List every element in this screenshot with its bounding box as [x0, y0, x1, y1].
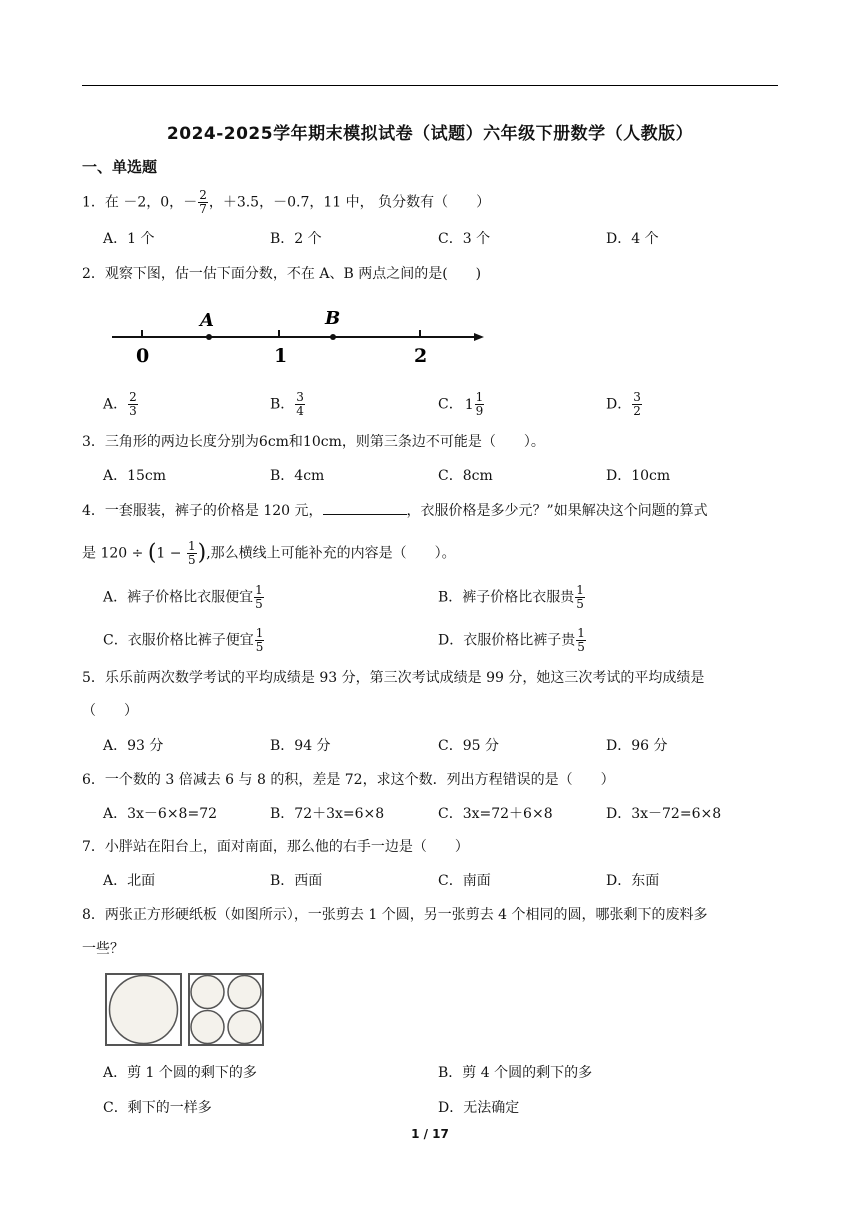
question-1	[82, 189, 490, 216]
frac-den: 5	[255, 597, 263, 611]
page-title: 2024-2025学年期末模拟试卷（试题）六年级下册数学（人教版）	[166, 124, 694, 144]
q2-option-c[interactable]	[438, 391, 485, 418]
q4-text-b: ，衣服价格是多少元？”如果解决这个问题的算式	[406, 503, 708, 519]
frac-num: 3	[633, 390, 641, 404]
question-8-line-2: 一些？	[82, 941, 124, 957]
q8-option-a[interactable]: A．剪 1 个圆的剩下的多	[103, 1065, 257, 1081]
frac-num: 1	[576, 583, 584, 597]
q1-option-a[interactable]: A．1 个	[103, 231, 155, 247]
q6-option-d[interactable]: D．3x－72=6×8	[606, 806, 722, 822]
option-text: B．裤子价格比衣服贵	[438, 589, 575, 606]
q7-option-d[interactable]: D．东面	[606, 873, 660, 889]
point-a-label: A	[200, 310, 214, 331]
q4-fraction	[187, 540, 197, 567]
q1-nums: －2，0，	[123, 194, 184, 211]
q1-fraction	[198, 189, 208, 216]
q2-option-c-fraction	[475, 391, 485, 418]
q4-option-c[interactable]	[103, 627, 265, 654]
q8-option-c[interactable]: C．剩下的一样多	[103, 1100, 212, 1116]
frac-den: 5	[187, 553, 196, 567]
frac-num: 3	[296, 390, 304, 404]
q5-option-c[interactable]: C．95 分	[438, 738, 499, 754]
header-rule	[82, 85, 778, 86]
frac-num: 1	[577, 626, 585, 640]
squares-circles-figure	[104, 972, 266, 1048]
frac-den: 3	[129, 404, 137, 418]
q1-option-d[interactable]: D．4 个	[606, 231, 659, 247]
q4-option-a[interactable]	[103, 584, 265, 611]
q3-option-c[interactable]: C．8cm	[438, 468, 493, 484]
frac-num: 1	[255, 583, 263, 597]
q2-option-a-fraction	[128, 391, 138, 418]
point-b-label: B	[325, 308, 341, 329]
q8-option-b[interactable]: B．剪 4 个圆的剩下的多	[438, 1065, 593, 1081]
frac-den: 5	[255, 640, 264, 654]
option-text: C．衣服价格比裤子便宜	[103, 632, 254, 649]
q2-option-a[interactable]	[103, 391, 139, 418]
frac-den: 5	[577, 640, 585, 654]
question-5-line-2: （ ）	[82, 703, 138, 719]
frac-den: 9	[475, 404, 484, 418]
q4-text-a: 4．一套服装，裤子的价格是 120 元，	[82, 503, 323, 519]
q4-option-d[interactable]	[438, 627, 587, 654]
option-fraction	[255, 627, 265, 654]
q2-option-b[interactable]	[270, 391, 306, 418]
q2-option-d-letter: D．	[606, 396, 632, 413]
q5-option-a[interactable]: A．93 分	[103, 738, 164, 754]
q5-option-d[interactable]: D．96 分	[606, 738, 668, 754]
question-7: 7．小胖站在阳台上，面对南面，那么他的右手一边是（ ）	[82, 839, 469, 855]
frac-num: 1	[187, 539, 196, 553]
option-fraction	[254, 584, 264, 611]
frac-den: 5	[576, 597, 584, 611]
q4-expr-one: 1 −	[156, 545, 186, 562]
q7-option-a[interactable]: A．北面	[103, 873, 156, 889]
q1-rest: ，＋3.5，－0.7，11 中， 负分数有（ ）	[208, 194, 491, 211]
q6-option-c[interactable]: C．3x=72＋6×8	[438, 806, 553, 822]
q7-option-c[interactable]: C．南面	[438, 873, 491, 889]
question-4-line-1	[82, 500, 708, 521]
q2-option-d[interactable]	[606, 391, 643, 418]
q2-option-a-letter: A．	[103, 396, 128, 413]
q6-option-b[interactable]: B．72＋3x=6×8	[270, 806, 385, 822]
q7-option-b[interactable]: B．西面	[270, 873, 323, 889]
frac-num: 1	[475, 390, 484, 404]
q5-option-b[interactable]: B．94 分	[270, 738, 331, 754]
q2-option-c-letter: C．	[438, 396, 463, 413]
question-4-line-2	[82, 540, 456, 567]
number-line-figure	[108, 300, 488, 370]
q3-option-d[interactable]: D．10cm	[606, 468, 671, 484]
q4-paren-open: (	[147, 540, 157, 566]
question-8-line-1: 8．两张正方形硬纸板（如图所示），一张剪去 1 个圆，另一张剪去 4 个相同的圆，哪张剩下的废料多	[82, 907, 708, 923]
question-3: 3．三角形的两边长度分别为6cm和10cm，则第三条边不可能是（ ）。	[82, 434, 545, 450]
q4-paren-close: )	[197, 540, 207, 566]
frac-den: 2	[633, 404, 641, 418]
page-number: 1 / 17	[411, 1127, 449, 1141]
q1-prefix: 1．在	[82, 194, 124, 211]
question-2: 2．观察下图，估一估下面分数，不在 A、B 两点之间的是( )	[82, 266, 482, 282]
q1-option-b[interactable]: B．2 个	[270, 231, 322, 247]
question-6: 6．一个数的 3 倍减去 6 与 8 的积，差是 72，求这个数．列出方程错误的是（ ）	[82, 772, 615, 788]
section-heading: 一、单选题	[82, 158, 158, 176]
option-text: A．裤子价格比衣服便宜	[103, 589, 254, 606]
q4-option-b[interactable]	[438, 584, 586, 611]
frac-num: 2	[129, 390, 137, 404]
q3-option-a[interactable]: A．15cm	[103, 468, 167, 484]
q4-blank	[323, 500, 407, 515]
q2-option-d-fraction	[632, 391, 642, 418]
point-b-dot	[330, 334, 336, 340]
q8-option-d[interactable]: D．无法确定	[438, 1100, 520, 1116]
mixed-whole: 1	[464, 396, 474, 413]
option-fraction	[575, 584, 585, 611]
q1-option-c[interactable]: C．3 个	[438, 231, 491, 247]
frac-num: 1	[255, 626, 264, 640]
tick-label-0: 0	[136, 345, 150, 367]
q4-text-c: ,那么横线上可能补充的内容是（ ）。	[206, 545, 456, 562]
question-5-line-1: 5．乐乐前两次数学考试的平均成绩是 93 分，第三次考试成绩是 99 分，她这三次考试的平均成绩是	[82, 670, 705, 686]
q1-fraction-den: 7	[199, 202, 207, 216]
tick-label-2: 2	[414, 345, 428, 367]
q4-expr-start: 是 120 ÷	[82, 545, 148, 562]
tick-label-1: 1	[274, 345, 288, 367]
q1-neg: －	[183, 194, 198, 211]
q3-option-b[interactable]: B．4cm	[270, 468, 325, 484]
q2-option-b-letter: B．	[270, 396, 295, 413]
option-fraction	[576, 627, 586, 654]
q2-option-b-fraction	[295, 391, 305, 418]
frac-den: 4	[296, 404, 304, 418]
q6-option-a[interactable]: A．3x－6×8=72	[103, 806, 218, 822]
option-text: D．衣服价格比裤子贵	[438, 632, 576, 649]
point-a-dot	[206, 334, 212, 340]
q1-fraction-num: 2	[199, 188, 207, 202]
